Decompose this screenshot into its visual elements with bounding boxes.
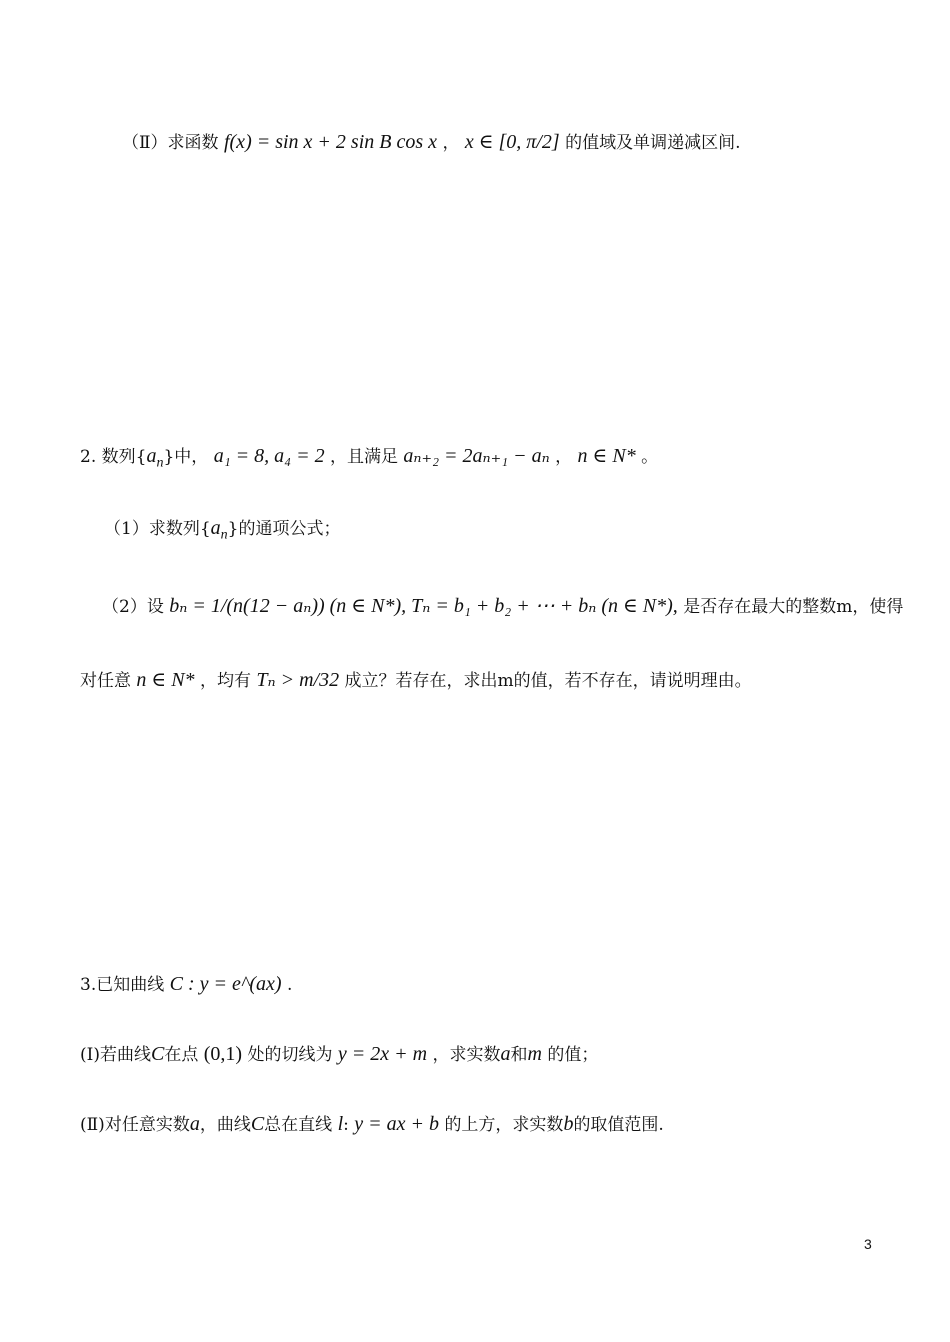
q2-intro-prefix: 2. 数列{ [80, 447, 147, 467]
q1-part2-line [122, 132, 740, 152]
q3-part2-mid3: 的上方，求实数 [444, 1115, 564, 1135]
q2-part1-seq: a [210, 517, 221, 539]
q2-part1-suffix: }的通项公式； [227, 519, 341, 539]
q2-intro-line: 2. 数列$\{a_n\}$中， a₁ = 8, a₄ = 2 ，且满足 aₙ₊₂ = 2aₙ₊₁ − aₙ ， n ∈ N* 。 [80, 445, 659, 471]
q2-part1-prefix: （1）求数列{ [104, 519, 211, 539]
q2-domain: n ∈ N* [577, 445, 636, 467]
q2-cont-mid: ，均有 [199, 671, 251, 691]
q3-var-b: b [563, 1113, 574, 1135]
q2-cont-domain: n ∈ N* [136, 669, 195, 691]
q3-and: 和 [510, 1045, 528, 1065]
q3-part2-mid2: 总在直线 [264, 1115, 333, 1135]
q3-part2-a: a [189, 1113, 200, 1135]
q1-function-expr: f(x) = sin x + 2 sin B cos x [223, 131, 438, 153]
q3-part2-c: C [250, 1113, 265, 1135]
q2-cont-line [80, 670, 752, 690]
q2-recurrence: aₙ₊₂ = 2aₙ₊₁ − aₙ [403, 445, 550, 467]
q3-point: (0,1) [203, 1043, 243, 1065]
q3-part1-end: 的值； [547, 1045, 599, 1065]
q1-comma: ， [442, 133, 460, 153]
q3-curve: C : y = e^(ax) [169, 973, 282, 995]
q3-intro-line [80, 974, 292, 994]
q3-part1-mid3: ，求实数 [432, 1045, 501, 1065]
q2-part2-tail: 是否存在最大的整数m，使得 [683, 597, 904, 617]
q2-part2-line [102, 596, 903, 616]
q2-cont-prefix: 对任意 [80, 671, 131, 691]
q3-tangent: y = 2x + m [337, 1043, 428, 1065]
q3-line-colon: : [343, 1115, 349, 1135]
q3-intro-prefix: 3.已知曲线 [80, 975, 165, 995]
q1-part2-label: （Ⅱ）求函数 [122, 133, 219, 153]
q3-part2-end: 的取值范围. [573, 1115, 664, 1135]
q2-initial-values: a₁ = 8, a₄ = 2 [213, 445, 325, 467]
q1-domain-expr: x ∈ [0, π/2] [464, 131, 560, 153]
q3-intro-end: . [286, 975, 293, 995]
q2-satisfy: ，且满足 [330, 447, 398, 467]
q3-part1-mid: 在点 [164, 1045, 199, 1065]
q3-line-expr: y = ax + b [354, 1113, 440, 1135]
q3-part1-prefix: (Ⅰ)若曲线 [80, 1045, 151, 1065]
page-number: 3 [864, 1236, 872, 1252]
q1-tail: 的值域及单调递减区间. [565, 133, 741, 153]
q3-part2-prefix: (Ⅱ)对任意实数 [80, 1115, 190, 1135]
q2-bn-def: bₙ = 1/(n(12 − aₙ)) (n ∈ N*), Tₙ = b₁ + b₂ + ⋯ + bₙ (n ∈ N*), [169, 595, 678, 617]
q3-part1-line [80, 1044, 598, 1064]
q2-inequality: Tₙ > m/32 [256, 669, 340, 691]
q3-line-l: l [337, 1113, 344, 1135]
q2-cont-tail: 成立？若存在，求出m的值，若不存在，请说明理由。 [344, 671, 752, 691]
q2-end: 。 [641, 447, 659, 467]
q2-seq-name: a [146, 445, 157, 467]
q3-part1-c: C [150, 1043, 165, 1065]
q2-part2-prefix: （2）设 [102, 597, 164, 617]
q3-part2-line [80, 1114, 664, 1134]
q2-part1-line: （1）求数列$\{a_n\}$的通项公式； [104, 517, 341, 543]
q3-part2-mid: ，曲线 [199, 1115, 251, 1135]
q3-part1-mid2: 处的切线为 [247, 1045, 333, 1065]
q3-var-a: a [500, 1043, 511, 1065]
q2-intro-mid: }中， [163, 447, 209, 467]
q2-domain-sep: ， [555, 447, 573, 467]
q3-var-m: m [527, 1043, 542, 1065]
